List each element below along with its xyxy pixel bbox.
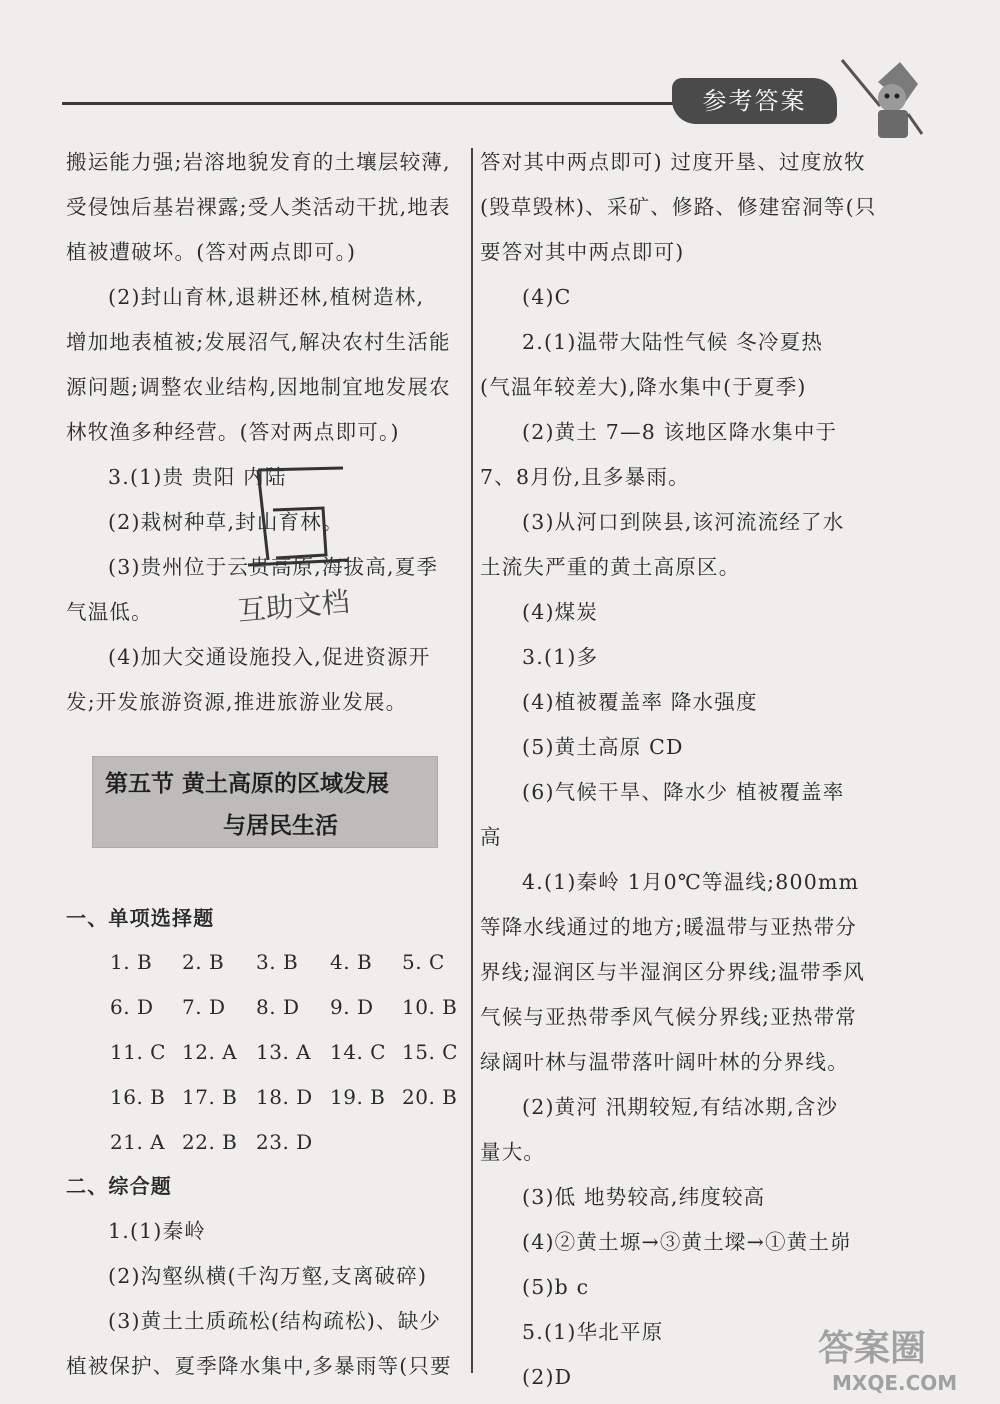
answer-item: 13. A bbox=[256, 1040, 312, 1064]
answer-item: 1. B bbox=[110, 950, 153, 974]
left-line: (4)加大交通设施投入,促进资源开 bbox=[108, 645, 431, 669]
left-line: (2)栽树种草,封山育林。 bbox=[108, 510, 344, 534]
right-line: 3.(1)多 bbox=[522, 645, 599, 669]
right-line: (2)黄土 7—8 该地区降水集中于 bbox=[522, 420, 838, 444]
left-line: 源问题;调整农业结构,因地制宜地发展农 bbox=[66, 375, 451, 399]
left-line: 气温低。 bbox=[66, 600, 153, 624]
right-column bbox=[480, 140, 880, 1400]
right-line: (4)煤炭 bbox=[522, 600, 599, 624]
answer-item: 14. C bbox=[330, 1040, 386, 1064]
left-line: 发;开发旅游资源,推进旅游业发展。 bbox=[66, 690, 408, 714]
right-line: (6)气候干旱、降水少 植被覆盖率 bbox=[522, 780, 845, 804]
right-line: (气温年较差大),降水集中(于夏季) bbox=[480, 375, 807, 399]
right-line: 答对其中两点即可) 过度开垦、过度放牧 bbox=[480, 150, 866, 174]
left-column-bottom bbox=[66, 1209, 466, 1389]
answer-item: 19. B bbox=[330, 1085, 386, 1109]
left-column bbox=[66, 140, 466, 725]
right-line: (4)植被覆盖率 降水强度 bbox=[522, 690, 758, 714]
right-line: 5.(1)华北平原 bbox=[522, 1320, 664, 1344]
left-line: 植被遭破坏。(答对两点即可。) bbox=[66, 240, 357, 264]
header-badge: 参考答案 bbox=[672, 78, 837, 124]
heading-single-choice: 一、单项选择题 bbox=[66, 906, 215, 930]
right-line: (3)从河口到陕县,该河流流经了水 bbox=[522, 510, 845, 534]
watermark-logo bbox=[812, 1316, 982, 1396]
answer-item: 2. B bbox=[182, 950, 225, 974]
answer-item: 4. B bbox=[330, 950, 373, 974]
left-line: 受侵蚀后基岩裸露;受人类活动干扰,地表 bbox=[66, 195, 451, 219]
answer-item: 3. B bbox=[256, 950, 299, 974]
answer-item: 7. D bbox=[182, 995, 226, 1019]
header-rule bbox=[62, 102, 702, 105]
answer-item: 16. B bbox=[110, 1085, 166, 1109]
left-line: 搬运能力强;岩溶地貌发育的土壤层较薄, bbox=[66, 150, 451, 174]
watermark-line1: 答案圈 bbox=[818, 1328, 927, 1369]
stamp-mark bbox=[228, 460, 378, 630]
left-line: (3)黄土土质疏松(结构疏松)、缺少 bbox=[108, 1309, 442, 1333]
answer-item: 8. D bbox=[256, 995, 300, 1019]
answer-item: 17. B bbox=[182, 1085, 238, 1109]
answer-item: 20. B bbox=[402, 1085, 458, 1109]
right-line: (5)b c bbox=[522, 1275, 590, 1299]
answer-item: 23. D bbox=[256, 1130, 313, 1154]
right-line: (3)低 地势较高,纬度较高 bbox=[522, 1185, 766, 1209]
right-line: (4)②黄土塬→③黄土墚→①黄土峁 bbox=[522, 1230, 852, 1254]
watermark-line2: MXQE.COM bbox=[832, 1371, 958, 1395]
right-line: (4)C bbox=[522, 285, 572, 309]
right-line: 等降水线通过的地方;暖温带与亚热带分 bbox=[480, 915, 858, 939]
answer-item: 11. C bbox=[110, 1040, 166, 1064]
answer-item: 22. B bbox=[182, 1130, 238, 1154]
right-line: (2)D bbox=[522, 1365, 573, 1389]
right-line: 界线;湿润区与半湿润区分界线;温带季风 bbox=[480, 960, 866, 984]
right-line: 气候与亚热带季风气候分界线;亚热带常 bbox=[480, 1005, 858, 1029]
left-line: (2)沟壑纵横(千沟万壑,支离破碎) bbox=[108, 1264, 428, 1288]
right-line: 量大。 bbox=[480, 1140, 546, 1164]
left-line: 3.(1)贵 贵阳 内陆 bbox=[108, 465, 287, 489]
answer-item: 18. D bbox=[256, 1085, 313, 1109]
right-line: 7、8月份,且多暴雨。 bbox=[480, 465, 690, 489]
right-line: (5)黄土高原 CD bbox=[522, 735, 684, 759]
left-line: (2)封山育林,退耕还林,植树造林, bbox=[108, 285, 425, 309]
answer-item: 15. C bbox=[402, 1040, 458, 1064]
right-line: (毁草毁林)、采矿、修路、修建窑洞等(只 bbox=[480, 195, 877, 219]
section-title-line1: 第五节 黄土高原的区域发展 bbox=[105, 771, 390, 797]
right-line: 要答对其中两点即可) bbox=[480, 240, 685, 264]
heading-comprehensive: 二、综合题 bbox=[66, 1174, 172, 1198]
right-line: 土流失严重的黄土高原区。 bbox=[480, 555, 741, 579]
right-line: 4.(1)秦岭 1月0℃等温线;800mm bbox=[522, 870, 860, 894]
column-divider bbox=[471, 148, 473, 1373]
right-line: 高 bbox=[480, 825, 502, 849]
answer-item: 21. A bbox=[110, 1130, 166, 1154]
right-line: 2.(1)温带大陆性气候 冬冷夏热 bbox=[522, 330, 824, 354]
section-title-line2: 与居民生活 bbox=[223, 813, 338, 839]
answer-item: 9. D bbox=[330, 995, 374, 1019]
stamp-text: 互助文档 bbox=[236, 584, 351, 628]
section-title-box bbox=[92, 756, 438, 848]
right-line: 绿阔叶林与温带落叶阔叶林的分界线。 bbox=[480, 1050, 849, 1074]
answer-item: 6. D bbox=[110, 995, 154, 1019]
answer-item: 12. A bbox=[182, 1040, 238, 1064]
answer-item: 5. C bbox=[402, 950, 445, 974]
pencil-mascot-icon bbox=[838, 54, 926, 146]
left-line: 增加地表植被;发展沼气,解决农村生活能 bbox=[66, 330, 451, 354]
answer-item: 10. B bbox=[402, 995, 458, 1019]
left-line: (3)贵州位于云贵高原,海拔高,夏季 bbox=[108, 555, 439, 579]
left-line: 1.(1)秦岭 bbox=[108, 1219, 206, 1243]
right-line: (2)黄河 汛期较短,有结冰期,含沙 bbox=[522, 1095, 839, 1119]
left-line: 植被保护、夏季降水集中,多暴雨等(只要 bbox=[66, 1354, 452, 1378]
left-line: 林牧渔多种经营。(答对两点即可。) bbox=[66, 420, 400, 444]
